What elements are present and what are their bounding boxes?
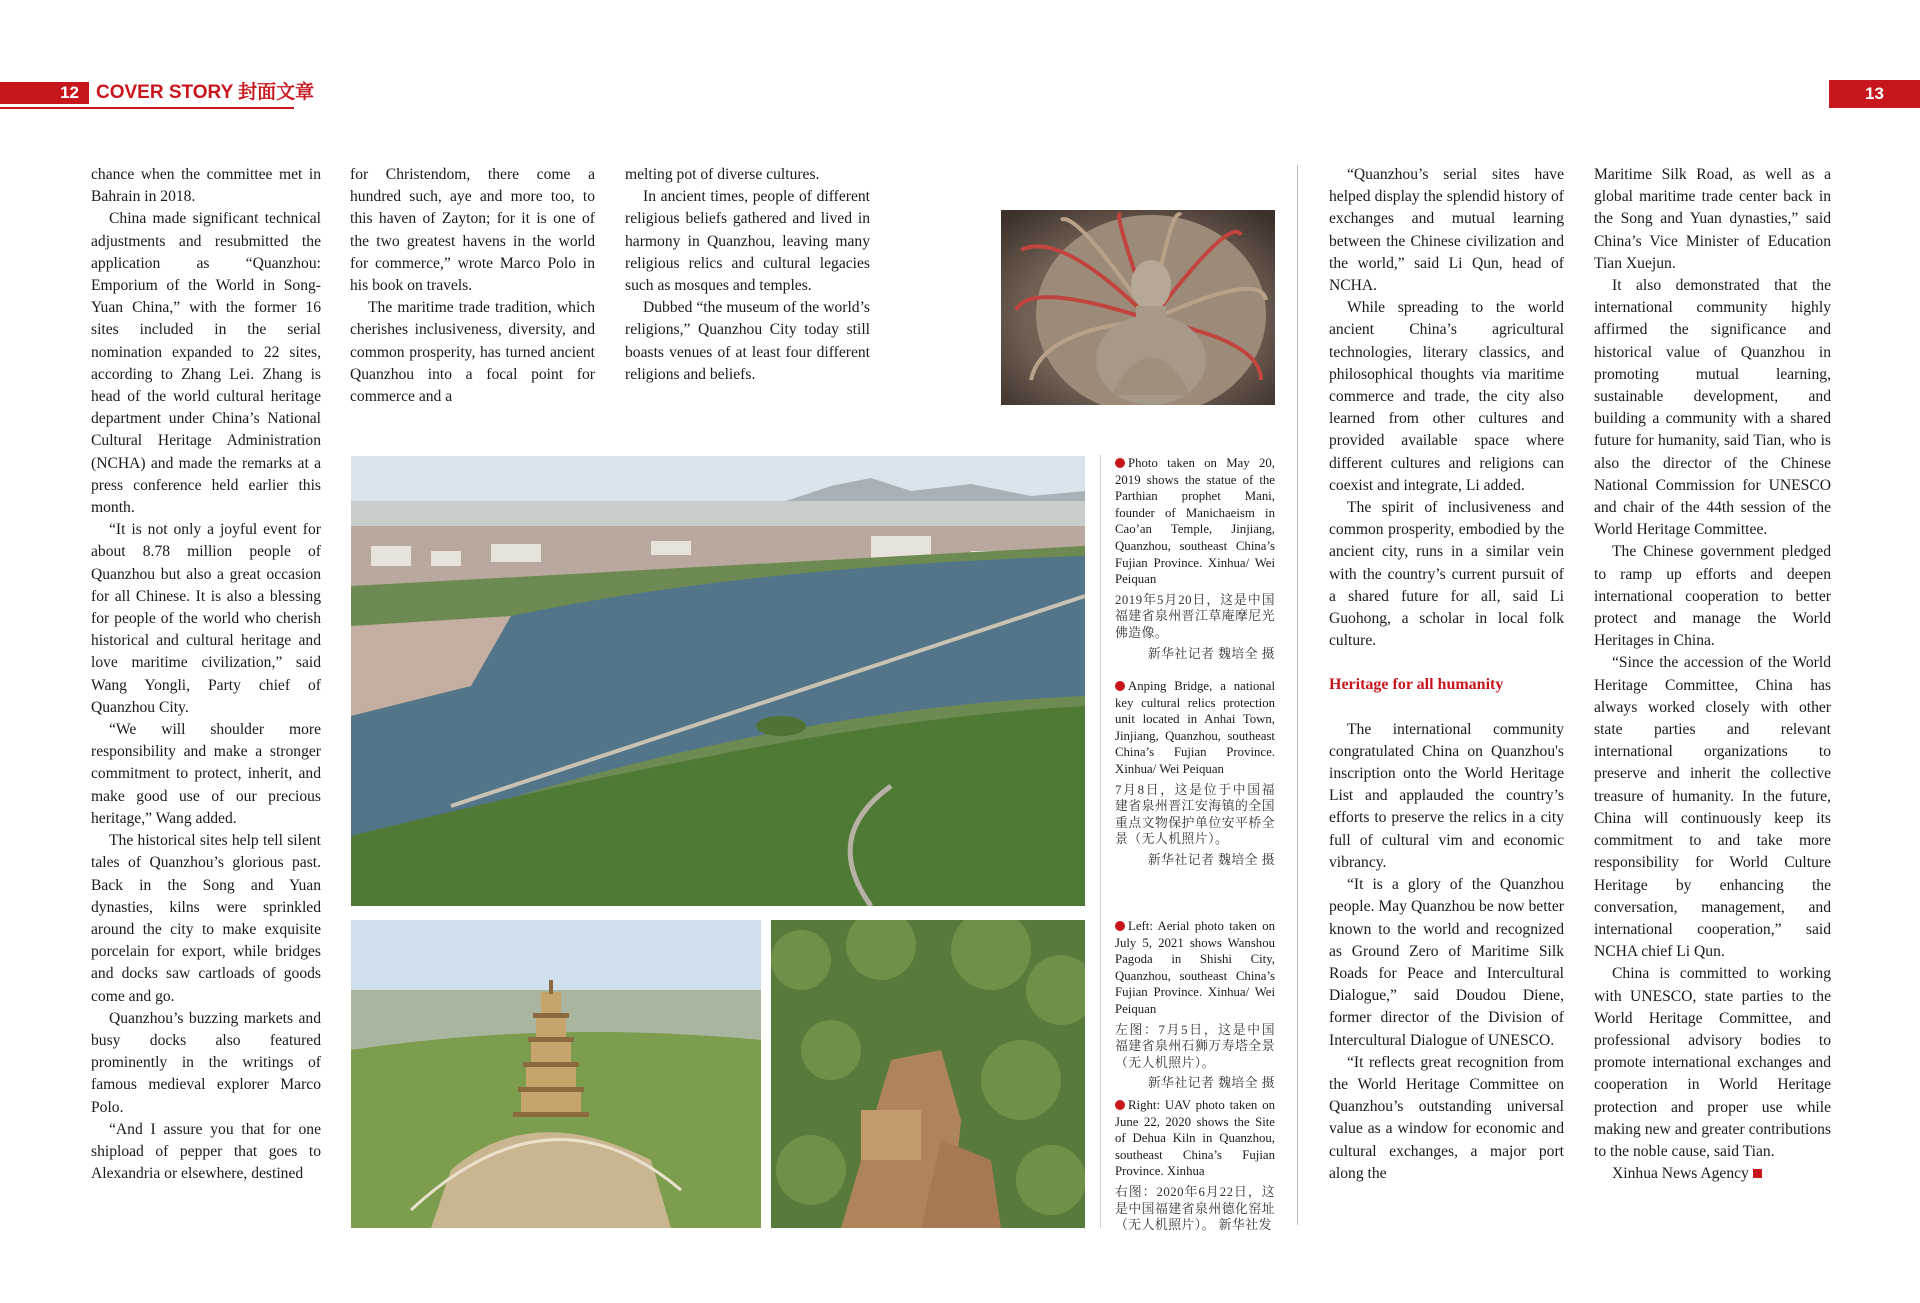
text-column-2 <box>350 164 595 408</box>
right-page-number: 13 <box>1829 80 1920 108</box>
text-column-5 <box>1594 164 1831 1185</box>
end-mark-icon <box>1753 1169 1762 1178</box>
gutter-rule <box>1297 165 1298 1225</box>
caption-zh: 左图：7月5日，这是中国福建省泉州石狮万寿塔全景（无人机照片）。 <box>1115 1022 1275 1070</box>
caption-mani-statue <box>1115 455 1275 662</box>
paragraph: The Chinese government pledged to ramp up efforts and deepen international cooperation to better protect and manage the World Heritages in China. <box>1594 543 1831 650</box>
wanshou-pagoda-photo <box>351 920 761 1228</box>
paragraph: Maritime Silk Road, as well as a global maritime trade center back in the Song and Yuan dynasties,” said China’s Vice Minister of Education Tian Xuejun. <box>1594 166 1831 272</box>
paragraph: for Christendom, there come a hundred such, aye and more too, to this haven of Zayton; for it is one of the two greatest havens in the world for commerce,” wrote Marco Polo in his book on travels. <box>350 166 595 295</box>
text-column-1 <box>91 164 321 1185</box>
paragraph: melting pot of diverse cultures. <box>625 166 820 183</box>
caption-credit: 新华社记者 魏培全 摄 <box>1147 646 1275 661</box>
paragraph: Dubbed “the museum of the world’s religions,” Quanzhou City today still boasts venues of at least four different religions and beliefs. <box>625 299 870 383</box>
paragraph: The international community congratulated China on Quanzhou's inscription onto the World Heritage List and applauded the country’s efforts to preserve the relics in a city full of cultural vim and economic vibrancy. <box>1329 720 1564 871</box>
paragraph: “It is not only a joyful event for about 8.78 million people of Quanzhou but also a great occasion for all Chinese. It is also a blessing for people of the world who cherish historical and cultural heritage and love maritime civilization,” said Wang Yongli, Party chief of Quanzhou City. <box>91 521 321 716</box>
paragraph: “Since the accession of the World Heritage Committee, China has always worked closely with other state parties and relevant international organizations to preserve and inherit the collective treasure of humanity. In the future, China will continuously keep its commitment to and take more responsibility for World Culture Heritage by enhancing the conversation, management, and international cooperation,” said NCHA chief Li Qun. <box>1594 654 1831 961</box>
paragraph: It also demonstrated that the international community highly affirmed the significance and historical value of Quanzhou in promoting mutual learning, sustainable development, and building a community with a shared future for humanity, said Tian, who is also the director of the Chinese National Commission for UNESCO and chair of the 44th session of the World Heritage Committee. <box>1594 277 1831 539</box>
caption-dehua-kiln <box>1115 1097 1275 1234</box>
signoff: Xinhua News Agency <box>1612 1165 1749 1183</box>
paragraph: The historical sites help tell silent tales of Quanzhou’s glorious past. Back in the Song and Yuan dynasties, kilns were sprinkled around the city to make exquisite porcelain for export, while bridges and docks saw cartloads of goods come and go. <box>91 832 321 1005</box>
paragraph: The spirit of inclusiveness and common prosperity, embodied by the ancient city, runs in a similar vein with the country’s current pursuit of a shared future for all, said Li Guohong, a scholar in local folk culture. <box>1329 499 1564 650</box>
caption-zh: 右图：2020年6月22日，这是中国福建省泉州德化窑址（无人机照片）。 新华社发 <box>1115 1184 1275 1233</box>
caption-en: Anping Bridge, a national key cultural relics protection unit located in Anhai Town, Jinjiang, Quanzhou, southeast China’s Fujian Province. Xinhua/ Wei Peiquan <box>1115 679 1275 776</box>
paragraph: The maritime trade tradition, which cherishes inclusiveness, diversity, and common prosperity, has turned ancient Quanzhou into a focal point for commerce and a <box>350 299 595 406</box>
caption-credit: 新华社记者 魏培全 摄 <box>1147 1076 1275 1091</box>
paragraph: China made significant technical adjustments and resubmitted the application as “Quanzhou: Emporium of the World in Song-Yuan China,” with the former 16 sites included in the serial nomination expanded to 22 sites, according to Zhang Lei. Zhang is head of the world cultural heritage department under China’s National Cultural Heritage Administration (NCHA) and made the remarks at a press conference held earlier this month. <box>91 210 321 517</box>
text-column-4 <box>1329 164 1564 1185</box>
paragraph: Quanzhou’s buzzing markets and busy docks also featured prominently in the writings of famous medieval explorer Marco Polo. <box>91 1009 321 1116</box>
paragraph: In ancient times, people of different religious beliefs gathered and lived in harmony in Quanzhou, leaving many religious relics and cultural legacies such as mosques and temples. <box>625 188 870 295</box>
caption-rule <box>1100 455 1101 1228</box>
left-page-number: 12 <box>0 82 89 104</box>
caption-wanshou-pagoda <box>1115 918 1275 1092</box>
bullet-icon <box>1115 921 1125 931</box>
bullet-icon <box>1115 681 1125 691</box>
paragraph: “It reflects great recognition from the World Heritage Committee on Quanzhou’s outstanding universal value as a window for economic and cultural exchanges, a major port along the <box>1329 1053 1564 1182</box>
paragraph: “We will shoulder more responsibility and make a stronger commitment to protect, inherit, and make good use of our precious heritage,” Wang added. <box>91 721 321 827</box>
paragraph: China is committed to working with UNESCO, state parties to the World Heritage Committee, and professional advisory bodies to promote international exchanges and cooperation in World Heritage protection and proper use while making new and greater contributions to the noble cause, said Tian. <box>1594 965 1831 1160</box>
caption-anping-bridge <box>1115 678 1275 869</box>
paragraph: “And I assure you that for one shipload of pepper that goes to Alexandria or elsewhere, destined <box>91 1120 321 1183</box>
anping-bridge-photo <box>351 456 1085 906</box>
text-column-3 <box>625 164 870 386</box>
bullet-icon <box>1115 1100 1125 1110</box>
caption-zh: 7月8日，这是位于中国福建省泉州晋江安海镇的全国重点文物保护单位安平桥全景（无人机照片）。 <box>1115 782 1275 847</box>
section-heading: Heritage for all humanity <box>1329 676 1504 694</box>
paragraph: “It is a glory of the Quanzhou people. May Quanzhou be now better known to the world and recognized as Ground Zero of Maritime Silk Roads for Peace and Intercultural Dialogue,” said Doudou Diene, former director of the Division of Intercultural Dialogue of UNESCO. <box>1329 876 1564 1049</box>
caption-en: Left: Aerial photo taken on July 5, 2021 shows Wanshou Pagoda in Shishi City, Quanzhou, southeast China’s Fujian Province. Xinhua/ Wei Peiquan <box>1115 919 1275 1016</box>
caption-en: Photo taken on May 20, 2019 shows the statue of the Parthian prophet Mani, founder of Manichaeism in Cao’an Temple, Jinjiang, Quanzhou, southeast China’s Fujian Province. Xinhua/ Wei Peiquan <box>1115 456 1275 587</box>
section-title: COVER STORY 封面文章 <box>96 82 315 103</box>
paragraph: chance when the committee met in Bahrain in 2018. <box>91 166 321 206</box>
paragraph: While spreading to the world ancient China’s agricultural technologies, literary classics, and philosophical thoughts via maritime commerce and trade, the city also learned from other cultures and provided available space where different cultures and religions can coexist and integrate, Li added. <box>1329 299 1564 494</box>
bullet-icon <box>1115 458 1125 468</box>
header-rule <box>0 107 294 109</box>
mani-statue-photo <box>1001 210 1275 405</box>
paragraph: “Quanzhou’s serial sites have helped display the splendid history of exchanges and mutual learning between the Chinese civilization and the world,” said Li Qun, head of NCHA. <box>1329 166 1564 295</box>
signoff-line <box>1594 1163 1831 1185</box>
caption-en: Right: UAV photo taken on June 22, 2020 shows the Site of Dehua Kiln in Quanzhou, southeast China’s Fujian Province. Xinhua <box>1115 1098 1275 1179</box>
caption-credit: 新华社记者 魏培全 摄 <box>1147 852 1275 867</box>
caption-zh: 2019年5月20日，这是中国福建省泉州晋江草庵摩尼光佛造像。 <box>1115 592 1275 640</box>
dehua-kiln-photo <box>771 920 1085 1228</box>
